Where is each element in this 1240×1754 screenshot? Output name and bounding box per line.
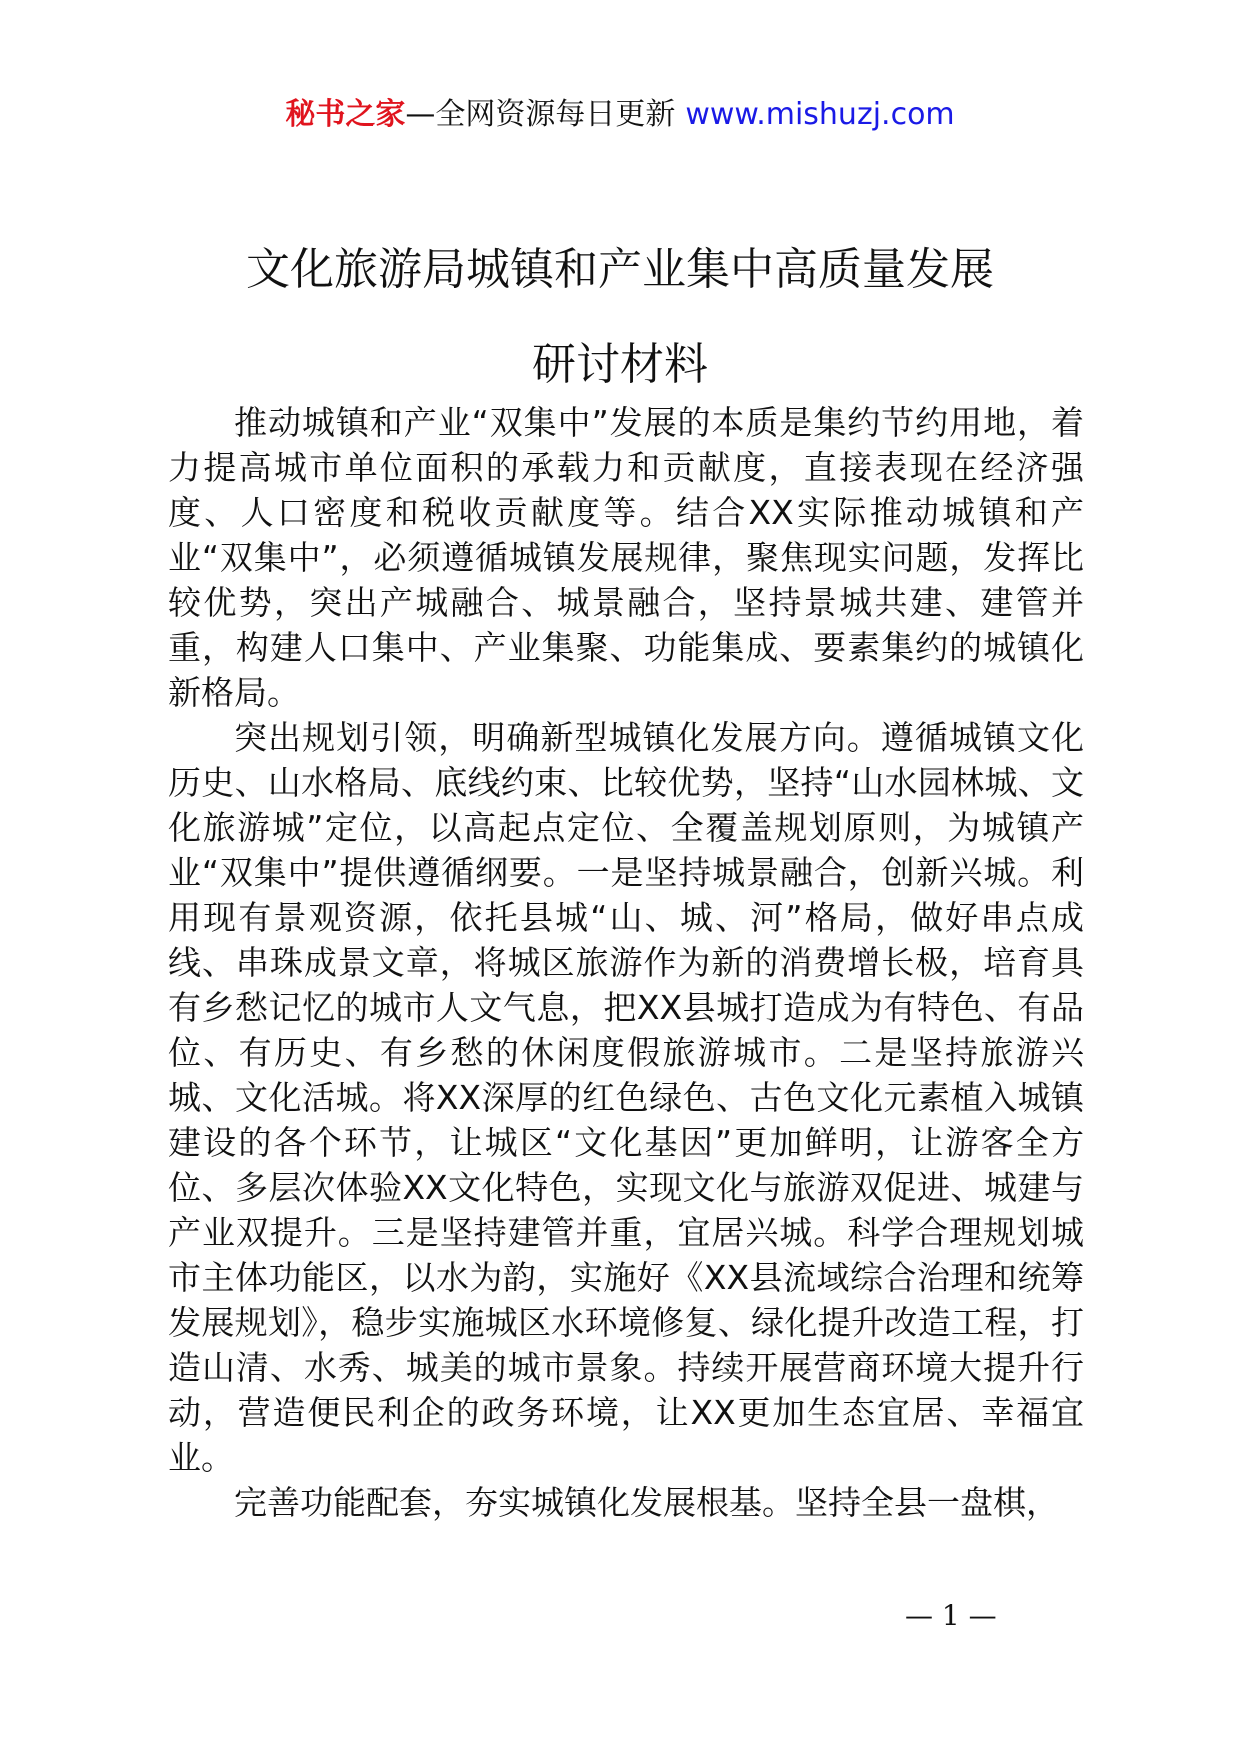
document-title-line-2: 研讨材料 — [532, 339, 708, 390]
page-number: — 1 — — [905, 1599, 997, 1632]
body-paragraph-3: 完善功能配套，夯实城镇化发展根基。坚持全县一盘棋， — [234, 1483, 1059, 1522]
body-paragraph-2: 突出规划引领，明确新型城镇化发展方向。遵循城镇文化历史、山水格局、底线约束、比较优势，坚持“山水园林城、文化旅游城”定位，以高起点定位、全覆盖规划原则，为城镇产业“双集中”提供遵循纲要。一是坚持城景融合，创新兴城。利用现有景观资源，依托县城“山、城、河”格局，做好串点成线、串珠成景文章，将城区旅游作为新的消费增长极，培育具有乡愁记忆的城市人文气息，把XX县城打造成为有特色、有品位、有历史、有乡愁的休闲度假旅游城市。二是坚持旅游兴城、文化活城。将XX深厚的红色绿色、古色文化元素植入城镇建设的各个环节，让城区“文化基因”更加鲜明，让游客全方位、多层次体验XX文化特色，实现文化与旅游双促进、城建与产业双提升。三是坚持建管并重，宜居兴城。科学合理规划城市主体功能区，以水为韵，实施好《XX县流域综合治理和统筹发展规划》，稳步实施城区水环境修复、绿化提升改造工程，打造山清、水秀、城美的城市景象。持续开展营商环境大提升行动，营造便民利企的政务环境，让XX更加生态宜居、幸福宜业。 — [168, 718, 1084, 1477]
site-header — [0, 95, 1240, 135]
document-title-line-1: 文化旅游局城镇和产业集中高质量发展 — [246, 244, 994, 295]
body-paragraph-1: 推动城镇和产业“双集中”发展的本质是集约节约用地，着力提高城市单位面积的承载力和贡献度，直接表现在经济强度、人口密度和税收贡献度等。结合XX实际推动城镇和产业“双集中”，必须遵循城镇发展规律，聚焦现实问题，发挥比较优势，突出产城融合、城景融合，坚持景城共建、建管并重，构建人口集中、产业集聚、功能集成、要素集约的城镇化新格局。 — [168, 403, 1084, 712]
site-url-link[interactable]: www.mishuzj.com — [685, 97, 955, 132]
document-body — [168, 400, 1084, 1525]
site-brand: 秘书之家 — [285, 97, 406, 132]
site-tagline: —全网资源每日更新 — [405, 97, 676, 132]
